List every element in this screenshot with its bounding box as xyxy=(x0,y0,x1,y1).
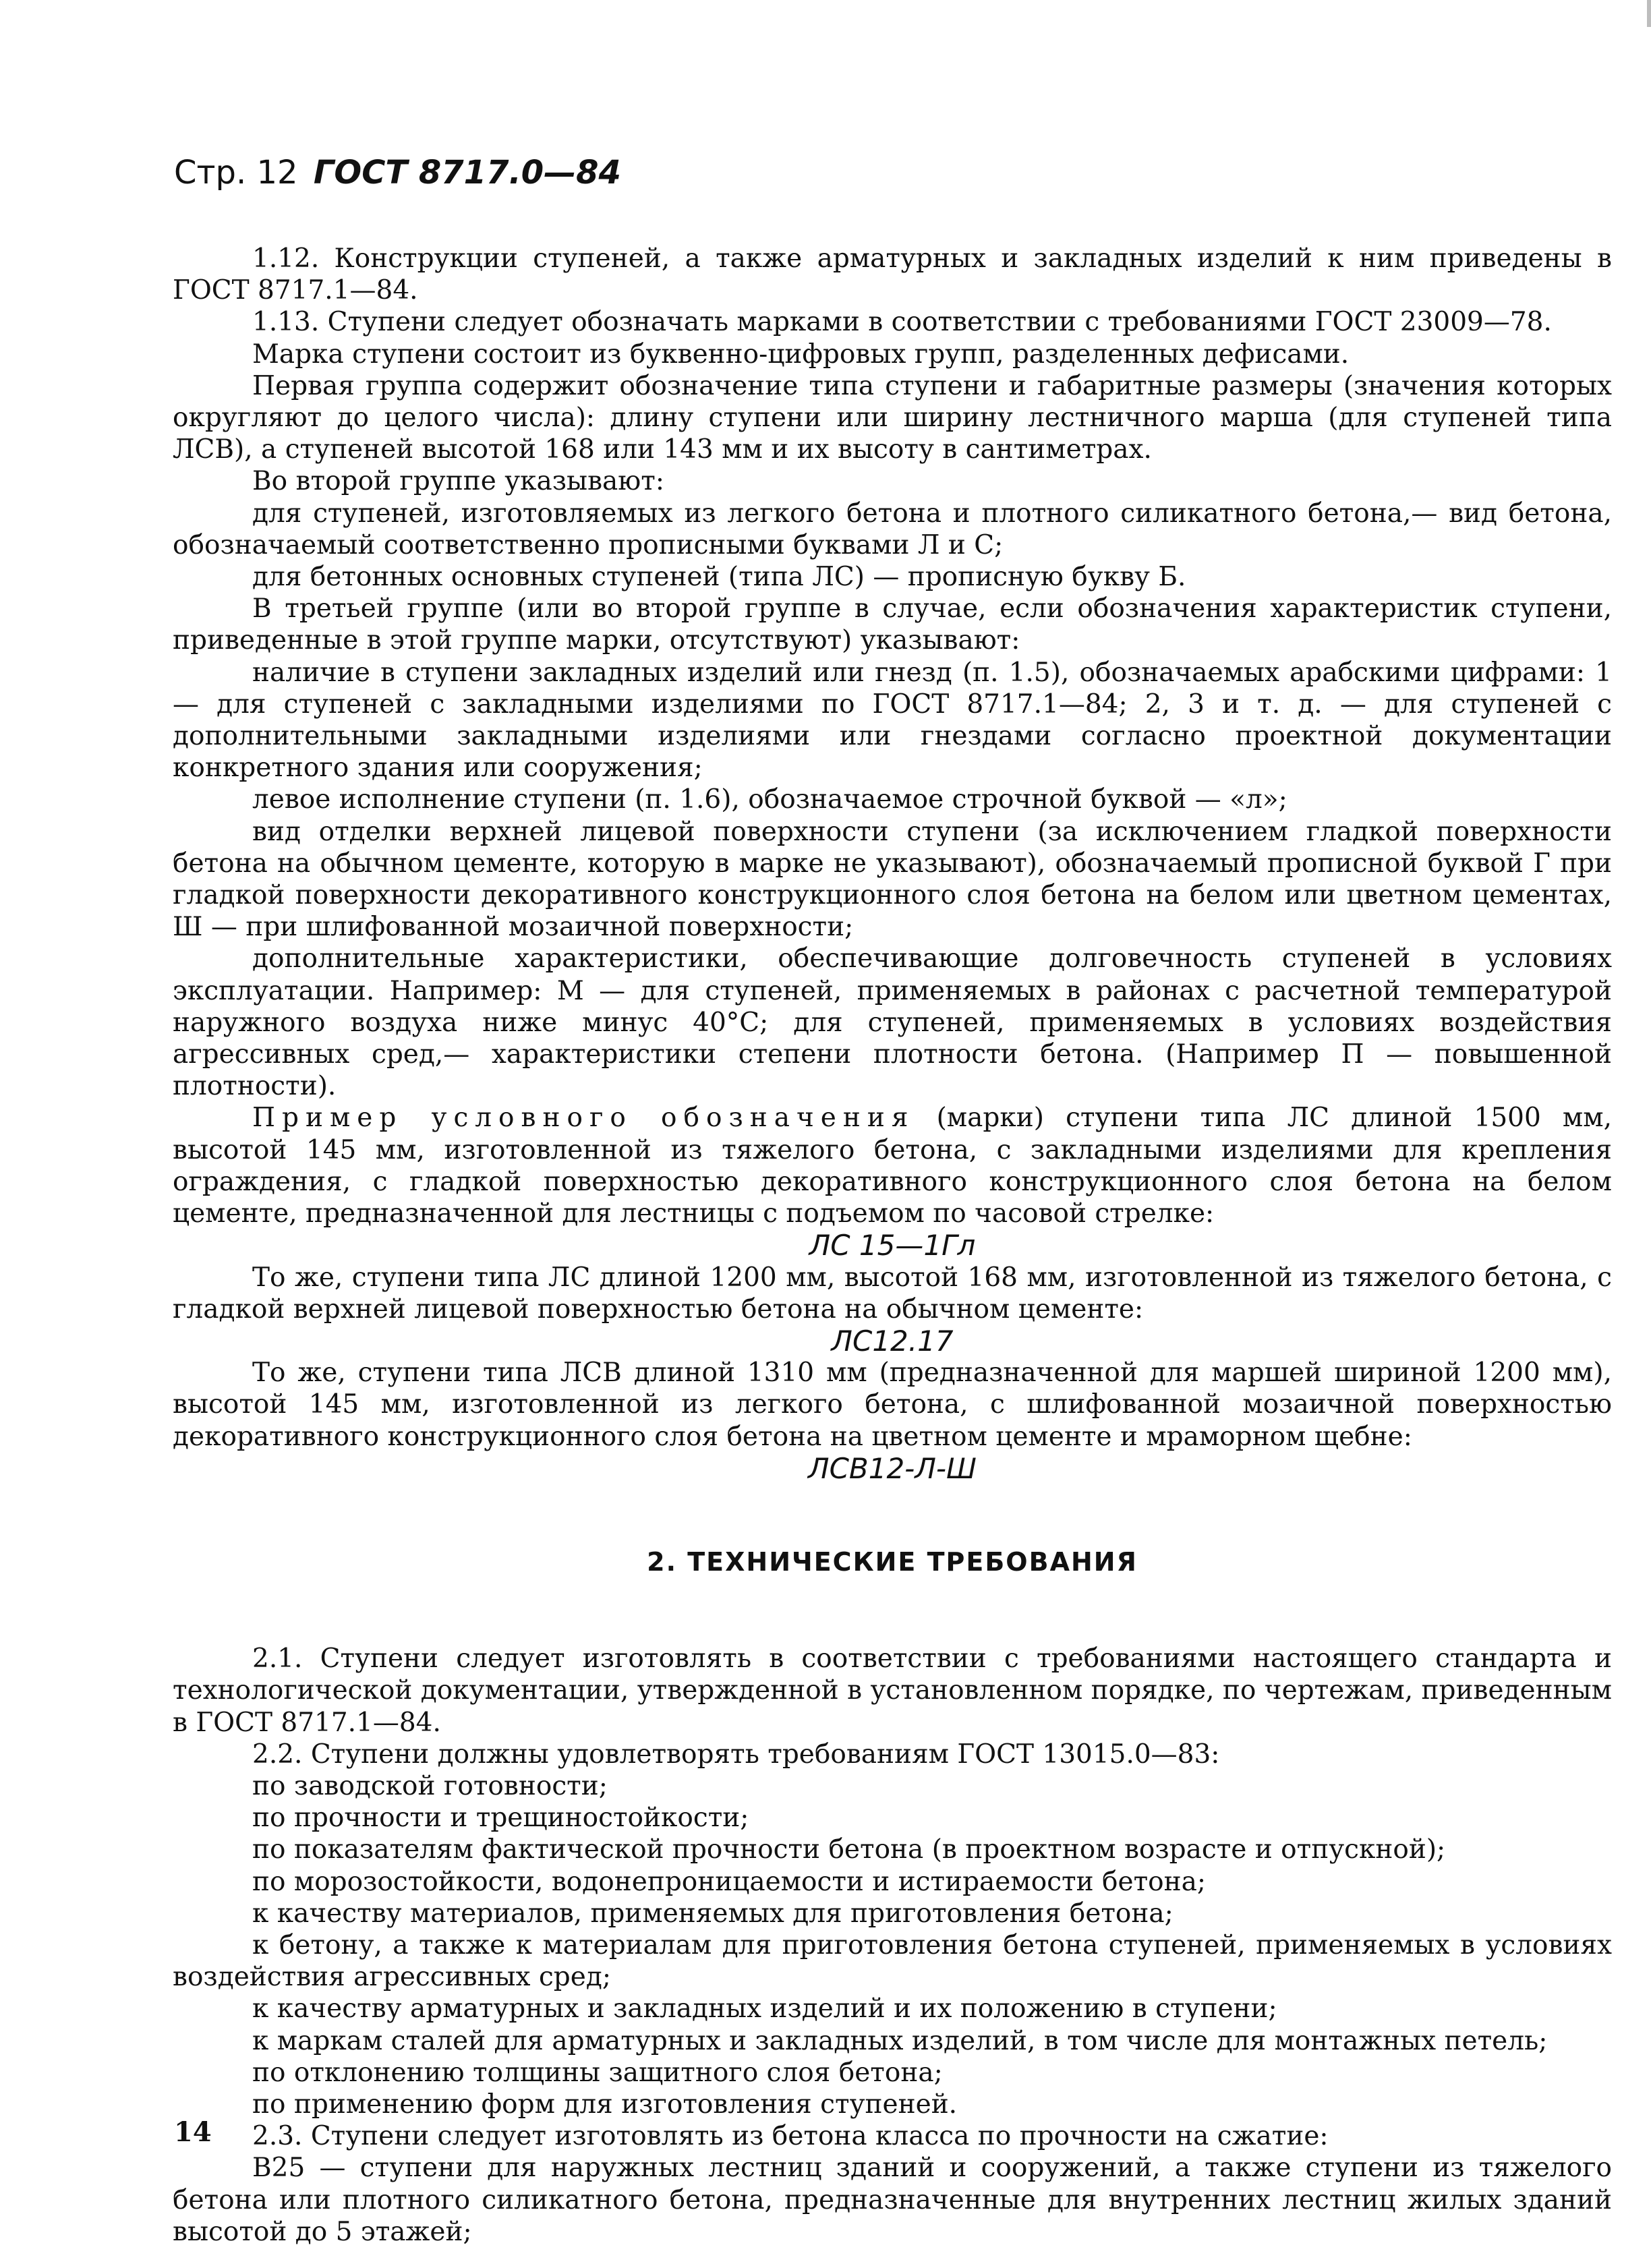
example-label: Пример условного обозначения xyxy=(252,1103,915,1134)
paragraph-extra-characteristics: дополнительные характеристики, обеспечивающие долговечность ступеней в условиях эксплуатации. Например: М — для ступеней, применяемых в районах с расчетной температурой наружного воздуха ниже минус 40°С; для ступеней, применяемых в условиях воздействия агрессивных сред,— характеристики степени плотности бетона. (Например П — повышенной плотности). xyxy=(173,943,1612,1102)
example-text: (марки) ступени типа ЛС длиной 1500 мм, высотой 145 мм, изготовленной из тяжелого бетона, с закладными изделиями для крепления ограждения, с гладкой поверхностью декоративного конструкционного слоя бетона на белом цементе, предназначенной для лестницы с подъемом по часовой стрелке: xyxy=(173,1103,1612,1229)
requirement-item: по заводской готовности; xyxy=(252,1770,608,1801)
paragraph-example xyxy=(173,1102,1612,1229)
paragraph-first-group: Первая группа содержит обозначение типа ступени и габаритные размеры (значения которых округляют до целого числа): длину ступени или ширину лестничного марша (для ступеней типа ЛСВ), а ступеней высотой 168 или 143 мм и их высоту в сантиметрах. xyxy=(173,370,1612,465)
running-header xyxy=(174,154,621,192)
formula-example-1: ЛС 15—1Гл xyxy=(809,1229,976,1262)
standard-number: ГОСТ 8717.0—84 xyxy=(313,154,621,192)
paragraph-same-1: То же, ступени типа ЛС длиной 1200 мм, высотой 168 мм, изготовленной из тяжелого бетона, с гладкой верхней лицевой поверхностью бетона на обычном цементе: xyxy=(173,1262,1612,1325)
paragraph-same-2: То же, ступени типа ЛСВ длиной 1310 мм (предназначенной для маршей шириной 1200 мм), высотой 145 мм, изготовленной из легкого бетона, с шлифованной мозаичной поверхностью декоративного конструкционного слоя бетона на цветном цементе и мраморном щебне: xyxy=(173,1358,1612,1452)
section-title: 2. ТЕХНИЧЕСКИЕ ТРЕБОВАНИЯ xyxy=(647,1546,1138,1577)
paragraph-third-group: В третьей группе (или во второй группе в случае, если обозначения характеристик ступени, приведенные в этой группе марки, отсутствуют) указывают: xyxy=(173,593,1612,656)
requirement-item: по отклонению толщины защитного слоя бетона; xyxy=(252,2057,943,2088)
paragraph-light-concrete: для ступеней, изготовляемых из легкого бетона и плотного силикатного бетона,— вид бетона, обозначаемый соответственно прописными буквами Л и С; xyxy=(173,498,1612,560)
paragraph-left-version: левое исполнение ступени (п. 1.6), обозначаемое строчной буквой — «л»; xyxy=(252,784,1287,815)
requirement-item: к качеству материалов, применяемых для приготовления бетона; xyxy=(252,1898,1174,1929)
paragraph-embedded-items: наличие в ступени закладных изделий или гнезд (п. 1.5), обозначаемых арабскими цифрами: 1 — для ступеней с закладными изделиями по ГОСТ 8717.1—84; 2, 3 и т. д. — для ступеней с дополнительными закладными изделиями или гнездами согласно проектной документации конкретного здания или сооружения; xyxy=(173,657,1612,784)
page-label: Стр. 12 xyxy=(174,154,298,192)
requirement-item: к маркам сталей для арматурных и закладных изделий, в том числе для монтажных петель; xyxy=(252,2025,1548,2056)
requirement-item: по применению форм для изготовления ступеней. xyxy=(252,2089,958,2120)
formula-example-2: ЛС12.17 xyxy=(831,1324,954,1358)
paragraph-second-group: Во второй группе указывают: xyxy=(252,466,664,497)
paragraph-surface-finish: вид отделки верхней лицевой поверхности ступени (за исключением гладкой поверхности бетона на обычном цементе, которую в марке не указывают), обозначаемый прописной буквой Г при гладкой поверхности декоративного конструкционного слоя бетона на белом или цветном цементах, Ш — при шлифованной мозаичной поверхности; xyxy=(173,816,1612,943)
clause-2-1: 2.1. Ступени следует изготовлять в соответствии с требованиями настоящего стандарта и технологической документации, утвержденной в установленном порядке, по чертежам, приведенным в ГОСТ 8717.1—84. xyxy=(173,1644,1612,1738)
clause-1-12: 1.12. Конструкции ступеней, а также арматурных и закладных изделий к ним приведены в ГОСТ 8717.1—84. xyxy=(173,243,1612,306)
scan-edge-mark xyxy=(1647,0,1651,27)
clause-2-3: 2.3. Ступени следует изготовлять из бетона класса по прочности на сжатие: xyxy=(252,2121,1329,2152)
paragraph-concrete-steps: для бетонных основных ступеней (типа ЛС) — прописную букву Б. xyxy=(252,562,1186,593)
paragraph-mark-structure: Марка ступени состоит из буквенно-цифровых групп, разделенных дефисами. xyxy=(252,339,1350,370)
requirement-item: по показателям фактической прочности бетона (в проектном возрасте и отпускной); xyxy=(252,1834,1446,1865)
page-number: 14 xyxy=(174,2116,212,2148)
requirement-item: по прочности и трещиностойкости; xyxy=(252,1803,749,1834)
requirement-item: к качеству арматурных и закладных изделий и их положению в ступени; xyxy=(252,1994,1277,2025)
clause-2-2: 2.2. Ступени должны удовлетворять требованиям ГОСТ 13015.0—83: xyxy=(252,1739,1220,1770)
requirement-item: по морозостойкости, водонепроницаемости и истираемости бетона; xyxy=(252,1866,1207,1897)
paragraph-b25: В25 — ступени для наружных лестниц зданий и сооружений, а также ступени из тяжелого бетона или плотного силикатного бетона, предназначенные для внутренних лестниц жилых зданий высотой до 5 этажей; xyxy=(173,2153,1612,2247)
document-body xyxy=(173,243,1612,2248)
clause-1-13: 1.13. Ступени следует обозначать марками в соответствии с требованиями ГОСТ 23009—78. xyxy=(252,307,1552,338)
formula-example-3: ЛСВ12-Л-Ш xyxy=(808,1451,977,1485)
requirement-item: к бетону, а также к материалам для приготовления бетона ступеней, применяемых в условиях воздействия агрессивных сред; xyxy=(173,1929,1612,1993)
